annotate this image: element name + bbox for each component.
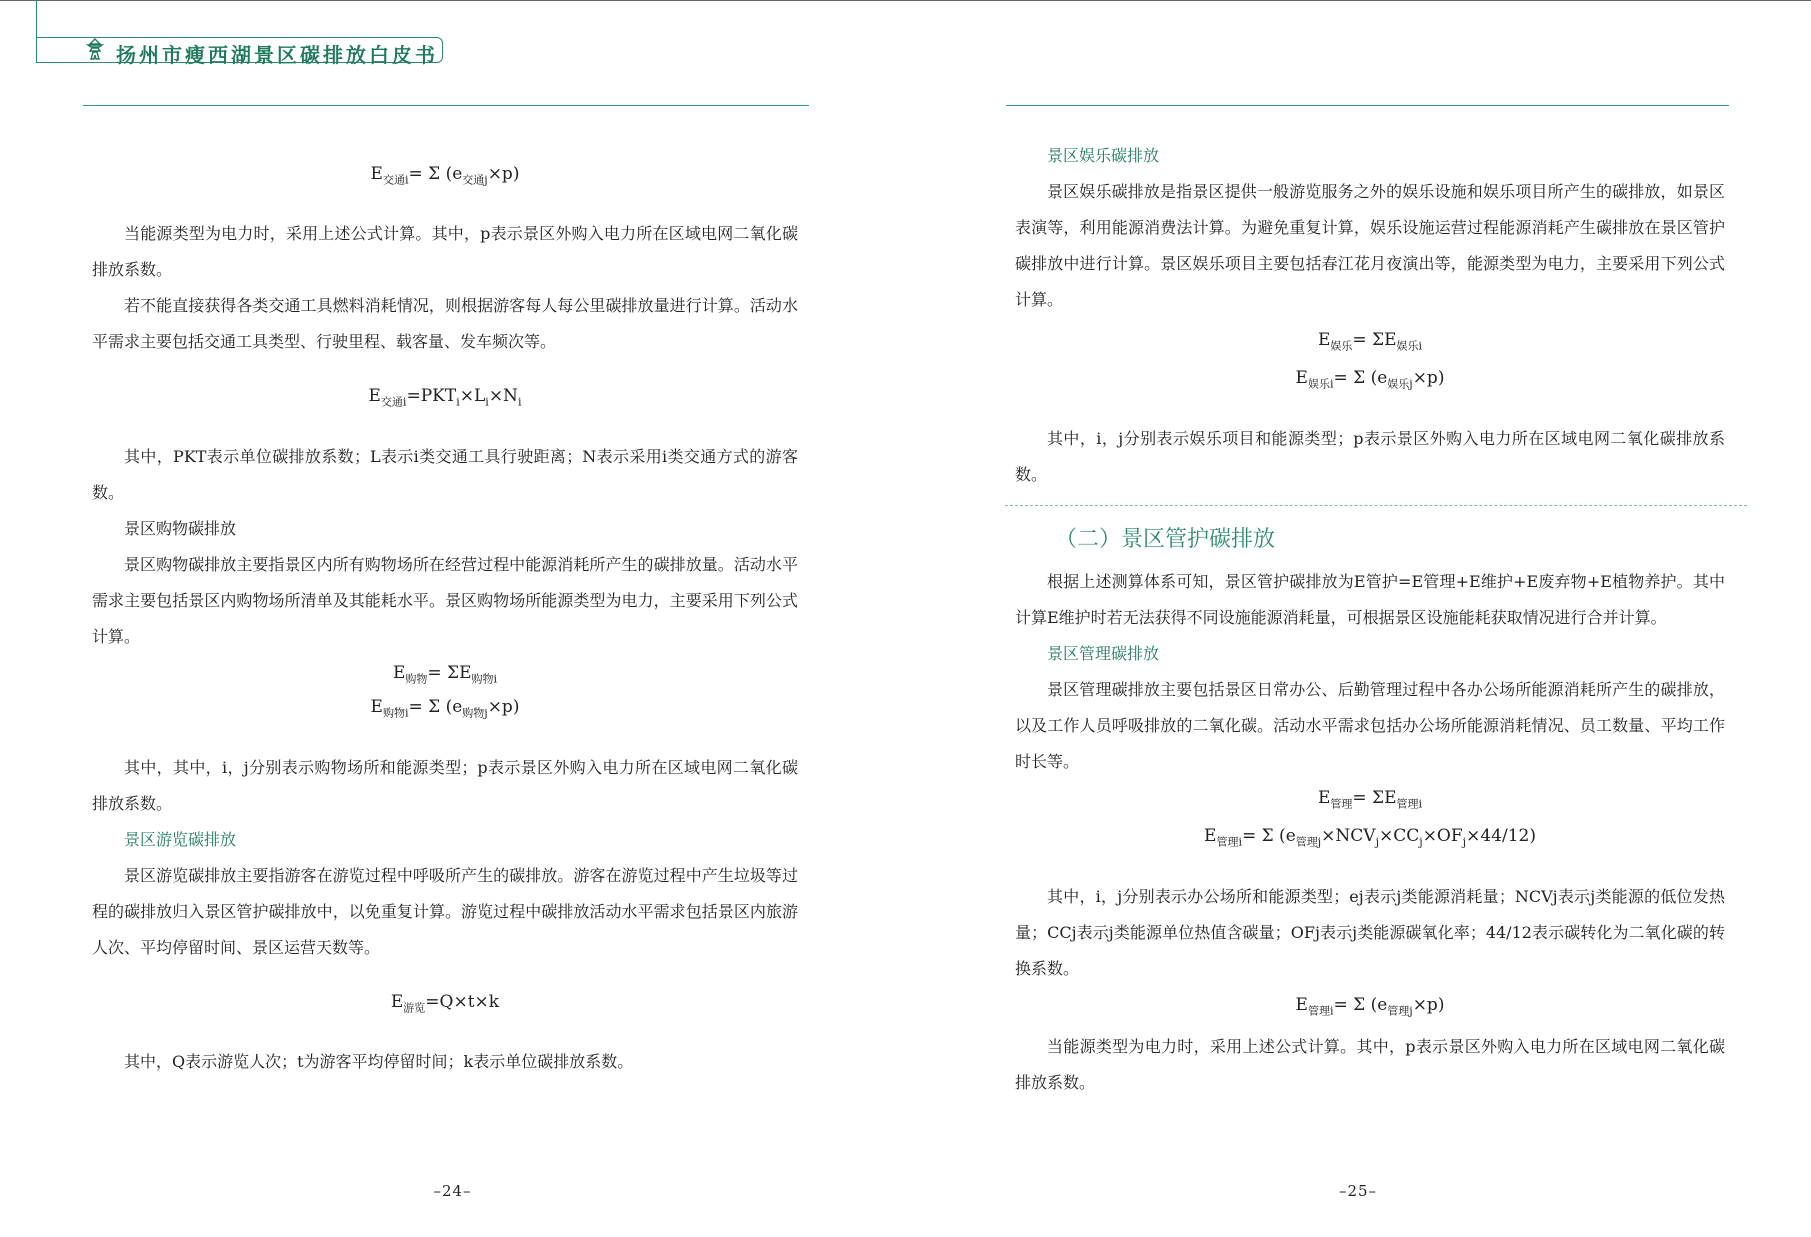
paragraph: 根据上述测算体系可知，景区管护碳排放为E管护=E管理+E维护+E废弃物+E植物养护。其中计算E维护时若无法获得不同设施能源消耗量，可根据景区设施能耗获取情况进行合并计算。 [1015, 571, 1725, 627]
subheading-management: 景区管理碳排放 [1047, 643, 1160, 663]
right-page [905, 0, 1811, 1237]
paragraph: 其中，Q表示游览人次；t为游客平均停留时间；k表示单位碳排放系数。 [124, 1051, 634, 1071]
left-body [92, 156, 798, 1080]
paragraph: 当能源类型为电力时，采用上述公式计算。其中，p表示景区外购入电力所在区域电网二氧化碳排放系数。 [1015, 1036, 1725, 1092]
section-heading: （二）景区管护碳排放 [1055, 526, 1276, 552]
subheading-touring: 景区游览碳排放 [124, 829, 237, 849]
paragraph: 其中，PKT表示单位碳排放系数；L表示i类交通工具行驶距离；N表示采用i类交通方式的游客数。 [92, 446, 798, 502]
paragraph: 景区购物碳排放主要指景区内所有购物场所在经营过程中能源消耗所产生的碳排放量。活动水平需求主要包括景区内购物场所清单及其能耗水平。景区购物场所能源类型为电力，主要采用下列公式计算。 [92, 554, 798, 646]
formula-management-electric: $E_{管理i}= \Sigma$ $(e_{管理j}\times p)$ [1295, 994, 1445, 1017]
right-body [1015, 138, 1725, 1101]
left-page [0, 0, 905, 1237]
paragraph: 其中，i，j分别表示娱乐项目和能源类型；p表示景区外购入电力所在区域电网二氧化碳排放系数。 [1015, 428, 1725, 484]
paragraph: 其中，其中，i，j分别表示购物场所和能源类型；p表示景区外购入电力所在区域电网二氧化碳排放系数。 [92, 757, 798, 813]
paragraph: 其中，i，j分别表示办公场所和能源类型；ej表示j类能源消耗量；NCVj表示j类能源的低位发热量；CCj表示j类能源单位热值含碳量；OFj表示j类能源碳氧化率；44/12表示碳转化为二氧化碳的转换系数。 [1015, 886, 1725, 978]
paragraph: 若不能直接获得各类交通工具燃料消耗情况，则根据游客每人每公里碳排放量进行计算。活动水平需求主要包括交通工具类型、行驶里程、载客量、发车频次等。 [92, 296, 798, 352]
header-title: 扬州市瘦西湖景区碳排放白皮书 [116, 43, 438, 67]
formula-management-fuel: $E_{管理i}= \Sigma$ $(e_{管理j}\times NCV_j\times CC_j\times OF_j\times 44/12)$ [1204, 826, 1536, 849]
formula-entertainment-total: $E_{娱乐}= \Sigma E_{娱乐i}$ [1317, 330, 1423, 353]
formula-entertainment-energy: $E_{娱乐i}= \Sigma$ $(e_{娱乐j}\times p)$ [1295, 368, 1445, 391]
pagoda-logo-icon [84, 38, 106, 60]
formula-shopping-total: $E_{购物}= \Sigma E_{购物i}$ [392, 662, 498, 686]
page-number: –24– [433, 1182, 472, 1200]
formula-transport-pkt: $E_{交通i}=PKT_i\times L_i\times N_i$ [368, 386, 522, 409]
formula-touring: $E_{游览}=Q\times t\times k$ [390, 991, 500, 1014]
dotted-divider [1005, 505, 1747, 506]
paragraph: 景区游览碳排放主要指游客在游览过程中呼吸所产生的碳排放。游客在游览过程中产生垃圾等过程的碳排放归入景区管护碳排放中，以免重复计算。游览过程中碳排放活动水平需求包括景区内旅游人次、平均停留时间、景区运营天数等。 [92, 865, 798, 957]
formula-management-total: $E_{管理}= \Sigma E_{管理i}$ [1317, 787, 1423, 811]
formula-transport-energy: $E_{交通i}= \Sigma$ $(e_{交通j}\times p)$ [370, 164, 520, 187]
paragraph: 景区娱乐碳排放是指景区提供一般游览服务之外的娱乐设施和娱乐项目所产生的碳排放，如景区表演等，利用能源消费法计算。为避免重复计算，娱乐设施运营过程能源消耗产生碳排放在景区管护碳排放中进行计算。景区娱乐项目主要包括春江花月夜演出等，能源类型为电力，主要采用下列公式计算。 [1015, 182, 1725, 309]
page-number: –25– [1338, 1182, 1378, 1200]
formula-shopping-energy: $E_{购物i}= \Sigma$ $(e_{购物j}\times p)$ [370, 697, 520, 720]
subheading-entertainment: 景区娱乐碳排放 [1047, 146, 1160, 165]
header-rule [1006, 105, 1729, 106]
paragraph: 景区管理碳排放主要包括景区日常办公、后勤管理过程中各办公场所能源消耗所产生的碳排放，以及工作人员呼吸排放的二氧化碳。活动水平需求包括办公场所能源消耗情况、员工数量、平均工作时长等。 [1015, 679, 1725, 771]
subheading-shopping: 景区购物碳排放 [124, 518, 237, 538]
paragraph: 当能源类型为电力时，采用上述公式计算。其中，p表示景区外购入电力所在区域电网二氧化碳排放系数。 [92, 224, 798, 280]
header-rule [83, 105, 809, 106]
